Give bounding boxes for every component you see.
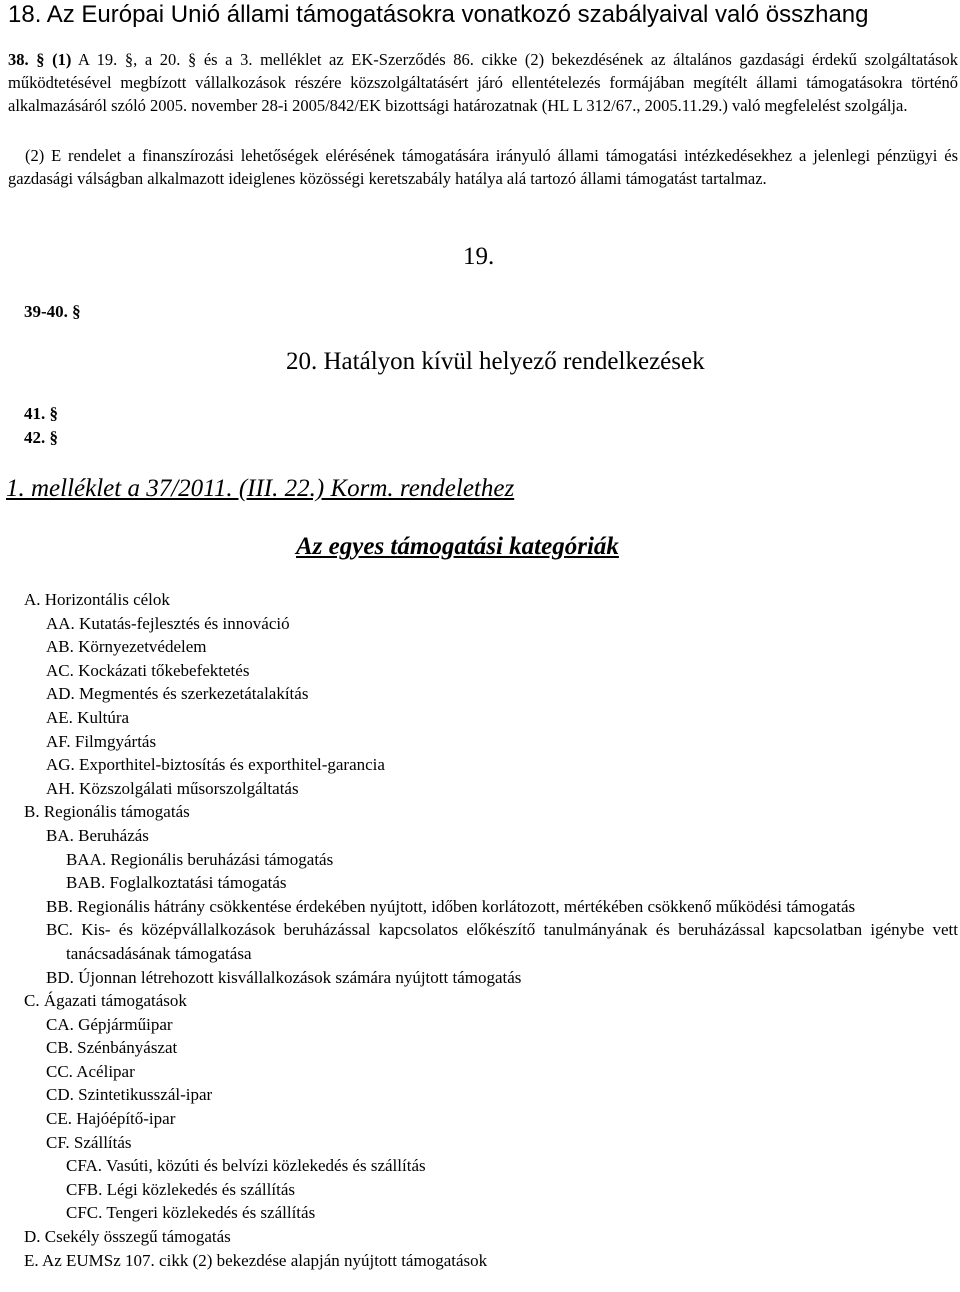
heading-20: 20. Hatályon kívül helyező rendelkezések xyxy=(286,348,705,375)
annex-title: 1. melléklet a 37/2011. (III. 22.) Korm. rendelethez xyxy=(6,475,515,502)
category-item: AD. Megmentés és szerkezetátalakítás xyxy=(46,684,309,704)
paragraph-38-1-text: A 19. §, a 20. § és a 3. melléklet az EK-Szerződés 86. cikke (2) bekezdésének az általános gazdasági érdekű szolgáltatások működtetésével megbízott vállalkozások részére közszolgáltatásért járó ellentételezés formájában megítélt állami támogatásokra történő alkalmazásáról szóló 2005. november 28-i 2005/842/EK bizottsági határozatnak (HL L 312/67., 2005.11.29.) való megfelelést szolgálja. xyxy=(8,50,958,115)
category-item xyxy=(0,918,960,965)
category-item: CFC. Tengeri közlekedés és szállítás xyxy=(66,1203,316,1223)
category-item: D. Csekély összegű támogatás xyxy=(24,1227,231,1247)
category-item: AG. Exporthitel-biztosítás és exporthitel-garancia xyxy=(46,755,385,775)
heading-39-40: 39-40. § xyxy=(24,302,81,321)
category-item: CE. Hajóépítő-ipar xyxy=(46,1109,176,1129)
category-item: A. Horizontális célok xyxy=(24,590,170,609)
category-item: AB. Környezetvédelem xyxy=(46,637,207,657)
category-item: AF. Filmgyártás xyxy=(46,731,157,751)
category-item-text: BC. Kis- és középvállalkozások beruházással kapcsolatos előkészítő tanulmányának és beruházással kapcsolatban igénybe vett tanácsadásának támogatása xyxy=(46,920,958,963)
category-item: BAA. Regionális beruházási támogatás xyxy=(66,849,334,869)
category-item: E. Az EUMSz 107. cikk (2) bekezdése alapján nyújtott támogatások xyxy=(24,1250,488,1270)
category-item: CD. Szintetikusszál-ipar xyxy=(46,1085,213,1105)
category-item: CA. Gépjárműipar xyxy=(46,1014,173,1034)
category-item: BD. Újonnan létrehozott kisvállalkozások számára nyújtott támogatás xyxy=(46,967,522,987)
category-item: CC. Acélipar xyxy=(46,1061,135,1081)
paragraph-38-label: 38. § (1) xyxy=(8,50,72,69)
category-item-text: BB. Regionális hátrány csökkentése érdekében nyújtott, időben korlátozott, mértékében csökkenő működési támogatás xyxy=(46,896,856,916)
category-item: CFB. Légi közlekedés és szállítás xyxy=(66,1179,295,1199)
section-title: 18. Az Európai Unió állami támogatásokra vonatkozó szabályaival való összhang xyxy=(8,1,869,28)
heading-42: 42. § xyxy=(24,428,58,447)
category-item: CB. Szénbányászat xyxy=(46,1038,178,1058)
category-item: AE. Kultúra xyxy=(46,707,130,727)
category-list xyxy=(0,588,960,1272)
paragraph-38-1 xyxy=(8,48,958,117)
category-item: C. Ágazati támogatások xyxy=(24,991,187,1011)
paragraph-38-2: (2) E rendelet a finanszírozási lehetőségek elérésének támogatására irányuló állami támogatási intézkedésekhez a jelenlegi pénzügyi és gazdasági válságban alkalmazott ideiglenes közösségi keretszabály hatálya alá tartozó állami támogatást tartalmaz. xyxy=(8,146,958,188)
category-item: CF. Szállítás xyxy=(46,1132,132,1152)
category-item xyxy=(0,895,960,919)
category-item: AH. Közszolgálati műsorszolgáltatás xyxy=(46,778,299,798)
category-item: B. Regionális támogatás xyxy=(24,802,190,822)
annex-subtitle: Az egyes támogatási kategóriák xyxy=(296,533,619,560)
heading-41: 41. § xyxy=(24,404,58,423)
category-item: AC. Kockázati tőkebefektetés xyxy=(46,660,250,680)
category-item: AA. Kutatás-fejlesztés és innováció xyxy=(46,613,290,633)
category-item: CFA. Vasúti, közúti és belvízi közlekedés és szállítás xyxy=(66,1156,426,1176)
category-item: BAB. Foglalkoztatási támogatás xyxy=(66,873,287,893)
heading-19: 19. xyxy=(463,243,495,270)
category-item: BA. Beruházás xyxy=(46,825,149,845)
